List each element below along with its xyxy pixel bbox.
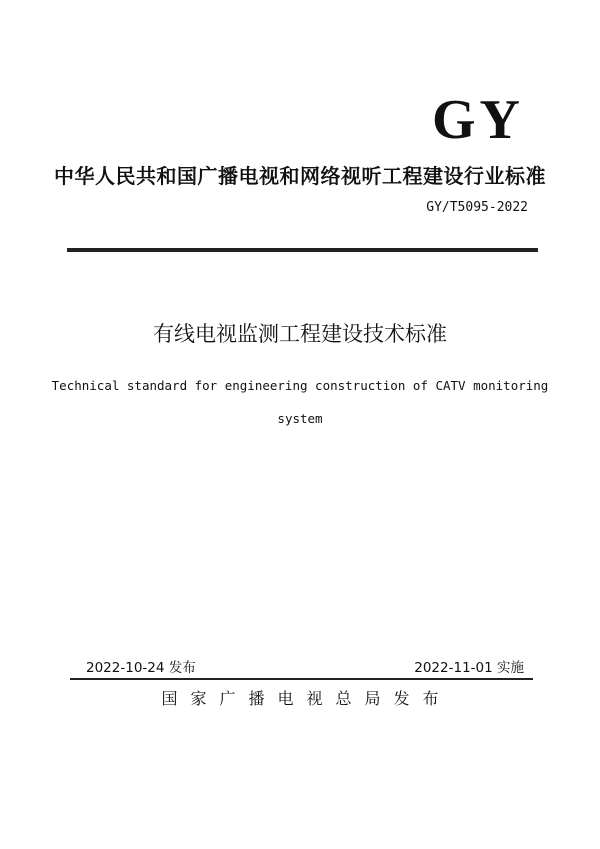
document-title-english: Technical standard for engineering construction of CATV monitoring: [51, 378, 549, 393]
document-title-chinese: 有线电视监测工程建设技术标准: [153, 322, 447, 346]
issuing-authority: 国家广播电视总局发布: [161, 689, 452, 708]
document-title-english-cont: system: [277, 411, 323, 426]
gy-logo: GY: [432, 89, 524, 151]
standard-code: GY/T5095-2022: [426, 200, 528, 215]
publish-date: 2022-10-24 发布: [86, 660, 196, 676]
header-divider: [67, 248, 538, 252]
organization-title: 中华人民共和国广播电视和网络视听工程建设行业标准: [54, 164, 546, 188]
effective-date: 2022-11-01 实施: [414, 660, 524, 676]
footer-divider: [70, 678, 533, 680]
